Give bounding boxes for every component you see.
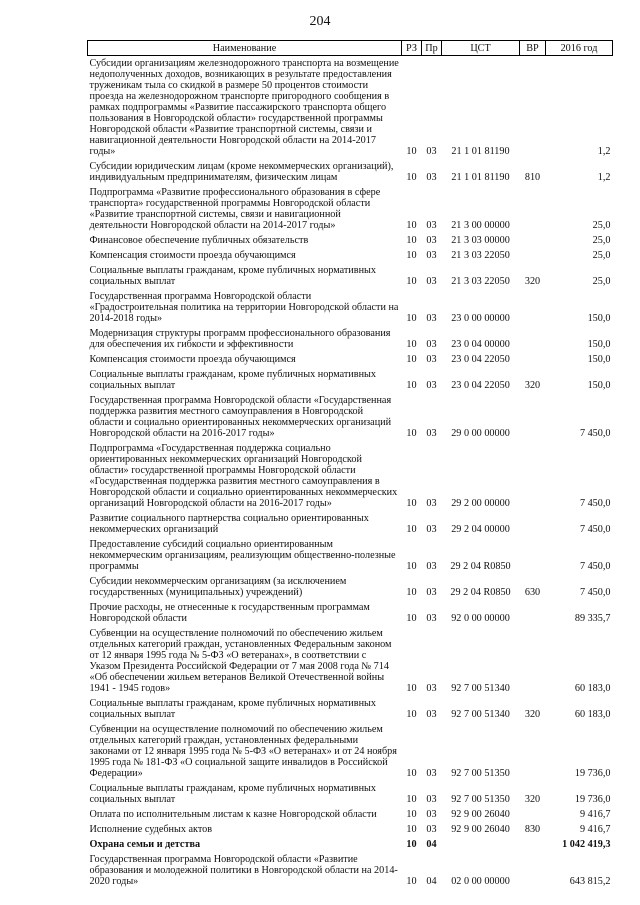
row-pr: 03 <box>426 354 437 365</box>
table-row <box>88 781 613 807</box>
row-name: Компенсация стоимости проезда обучающимся <box>89 354 296 365</box>
row-amount: 60 183,0 <box>574 683 611 694</box>
row-rz: 10 <box>406 824 417 835</box>
row-vr <box>520 807 546 822</box>
row-rz: 10 <box>406 683 417 694</box>
row-name: Субсидии юридическим лицам (кроме некоммерческих организаций), индивидуальным предпринимателям, физическим лицам <box>89 161 394 183</box>
row-rz: 10 <box>406 613 417 624</box>
row-name: Государственная программа Новгородской области «Развитие образования и молодежной политики в Новгородской области на 2014-2020 годы» <box>89 854 398 887</box>
row-cst: 29 0 00 00000 <box>451 428 510 439</box>
row-name: Прочие расходы, не отнесенные к государственным программам Новгородской области <box>89 602 370 624</box>
row-name: Исполнение судебных актов <box>89 824 213 835</box>
row-rz: 10 <box>406 276 417 287</box>
row-vr: 630 <box>524 587 541 598</box>
row-vr <box>520 441 546 511</box>
row-amount: 9 416,7 <box>579 809 611 820</box>
row-cst: 23 0 04 00000 <box>451 339 510 350</box>
row-name: Государственная программа Новгородской области «Градостроительная политика на территории Новгородской области на 2014-2018 годы» <box>89 291 399 324</box>
row-name: Финансовое обеспечение публичных обязательств <box>89 235 309 246</box>
row-amount: 25,0 <box>592 276 611 287</box>
budget-table <box>87 40 613 889</box>
row-vr: 320 <box>524 276 541 287</box>
row-vr: 320 <box>524 380 541 391</box>
table-row <box>88 289 613 326</box>
row-amount: 9 416,7 <box>579 824 611 835</box>
row-cst: 92 7 00 51340 <box>451 709 510 720</box>
table-row <box>88 722 613 781</box>
row-cst: 29 2 04 R0850 <box>450 561 511 572</box>
row-pr: 03 <box>426 613 437 624</box>
row-name: Социальные выплаты гражданам, кроме публичных нормативных социальных выплат <box>89 783 376 805</box>
table-row <box>88 822 613 837</box>
row-vr <box>520 852 546 889</box>
row-cst: 92 0 00 00000 <box>451 613 510 624</box>
row-amount: 25,0 <box>592 220 611 231</box>
row-rz: 10 <box>406 339 417 350</box>
row-name: Развитие социального партнерства социально ориентированных некоммерческих организаций <box>89 513 369 535</box>
row-amount: 25,0 <box>592 235 611 246</box>
row-name: Социальные выплаты гражданам, кроме публичных нормативных социальных выплат <box>89 698 376 720</box>
row-rz: 10 <box>406 354 417 365</box>
row-rz: 10 <box>406 250 417 261</box>
row-pr: 03 <box>426 339 437 350</box>
header-year: 2016 год <box>546 41 613 56</box>
table-row <box>88 696 613 722</box>
row-rz: 10 <box>406 794 417 805</box>
row-pr: 03 <box>426 276 437 287</box>
row-pr: 03 <box>426 172 437 183</box>
row-amount: 1,2 <box>597 146 611 157</box>
row-cst: 92 7 00 51350 <box>451 794 510 805</box>
row-pr: 03 <box>426 794 437 805</box>
table-row <box>88 511 613 537</box>
row-amount: 1 042 419,3 <box>562 839 611 850</box>
row-pr: 04 <box>426 839 437 850</box>
row-name: Социальные выплаты гражданам, кроме публичных нормативных социальных выплат <box>89 369 376 391</box>
table-row <box>88 626 613 696</box>
header-vr: ВР <box>520 41 546 56</box>
row-vr: 830 <box>524 824 541 835</box>
row-pr: 03 <box>426 587 437 598</box>
row-cst: 23 0 04 22050 <box>451 354 510 365</box>
row-pr: 03 <box>426 380 437 391</box>
row-vr <box>520 185 546 233</box>
table-row <box>88 248 613 263</box>
row-pr: 03 <box>426 146 437 157</box>
row-cst: 21 3 00 00000 <box>451 220 510 231</box>
row-rz: 10 <box>406 561 417 572</box>
header-rz: РЗ <box>402 41 422 56</box>
row-pr: 03 <box>426 824 437 835</box>
row-vr <box>520 626 546 696</box>
row-vr <box>520 837 546 852</box>
row-name: Субвенции на осуществление полномочий по обеспечению жильем отдельных категорий граждан, установленных Федеральным законом от 12 января 1995 года № 5-ФЗ «О ветеранах», в соответствии с Указом Президента Российской Федерации от 7 мая 2008 года № 714 «Об обеспечении жильем ветеранов Великой Отечественной войны 1941 - 1945 годов» <box>89 628 392 694</box>
table-row <box>88 185 613 233</box>
row-name: Оплата по исполнительным листам к казне Новгородской области <box>89 809 377 820</box>
table-row <box>88 574 613 600</box>
row-name: Охрана семьи и детства <box>89 839 201 850</box>
row-cst: 29 2 00 00000 <box>451 498 510 509</box>
row-pr: 03 <box>426 683 437 694</box>
row-pr: 04 <box>426 876 437 887</box>
row-rz: 10 <box>406 839 417 850</box>
row-pr: 03 <box>426 250 437 261</box>
row-pr: 03 <box>426 809 437 820</box>
row-rz: 10 <box>406 220 417 231</box>
row-vr <box>520 248 546 263</box>
row-vr <box>520 289 546 326</box>
row-cst: 29 2 04 00000 <box>451 524 510 535</box>
row-pr: 03 <box>426 220 437 231</box>
row-vr <box>520 511 546 537</box>
row-amount: 150,0 <box>587 380 611 391</box>
row-cst: 92 9 00 26040 <box>451 809 510 820</box>
row-rz: 10 <box>406 768 417 779</box>
row-pr: 03 <box>426 428 437 439</box>
row-rz: 10 <box>406 235 417 246</box>
row-name: Субсидии организациям железнодорожного транспорта на возмещение недополученных доходов, возникающих в результате предоставления труженикам тыла со скидкой в размере 50 процентов стоимости проезда на железнодорожном транспорте пригородного сообщения в рамках подпрограммы «Развитие пассажирского транспорта общего пользования в Новгородской области» государственной программы Новгородской области «Развитие транспортной системы, связи и навигационной деятельности Новгородской области на 2014-2017 годы» <box>89 58 399 157</box>
row-vr <box>520 722 546 781</box>
header-pr: Пр <box>422 41 442 56</box>
page-number: 204 <box>309 14 331 29</box>
row-cst: 29 2 04 R0850 <box>450 587 511 598</box>
row-cst: 92 9 00 26040 <box>451 824 510 835</box>
row-vr <box>520 600 546 626</box>
row-amount: 7 450,0 <box>579 498 611 509</box>
row-amount: 60 183,0 <box>574 709 611 720</box>
row-vr: 320 <box>524 794 541 805</box>
row-rz: 10 <box>406 498 417 509</box>
row-pr: 03 <box>426 524 437 535</box>
row-vr <box>520 352 546 367</box>
row-rz: 10 <box>406 146 417 157</box>
row-amount: 25,0 <box>592 250 611 261</box>
row-pr: 03 <box>426 235 437 246</box>
row-name: Государственная программа Новгородской области «Государственная поддержка развития местного самоуправления в Новгородской области и социально ориентированных некоммерческих организаций Новгородской области на 2016-2017 годы» <box>89 395 392 439</box>
row-amount: 150,0 <box>587 354 611 365</box>
row-vr <box>520 326 546 352</box>
row-cst: 21 1 01 81190 <box>451 146 510 157</box>
row-amount: 7 450,0 <box>579 428 611 439</box>
row-amount: 89 335,7 <box>574 613 611 624</box>
row-cst: 23 0 00 00000 <box>451 313 510 324</box>
row-rz: 10 <box>406 524 417 535</box>
row-vr <box>520 537 546 574</box>
row-name: Социальные выплаты гражданам, кроме публичных нормативных социальных выплат <box>89 265 376 287</box>
row-cst: 21 3 03 00000 <box>451 235 510 246</box>
table-row <box>88 367 613 393</box>
row-cst: 92 7 00 51350 <box>451 768 510 779</box>
row-amount: 150,0 <box>587 313 611 324</box>
row-vr: 320 <box>524 709 541 720</box>
table-row <box>88 852 613 889</box>
row-name: Подпрограмма «Государственная поддержка социально ориентированных некоммерческих организаций Новгородской области» государственной программы Новгородской области «Государственная поддержка развития местного самоуправления в Новгородской области и социально ориентированных некоммерческих организаций Новгородской области на 2016-2017 годы» <box>89 443 398 509</box>
row-rz: 10 <box>406 876 417 887</box>
row-amount: 19 736,0 <box>574 794 611 805</box>
row-vr <box>520 233 546 248</box>
table-header-row <box>88 41 613 56</box>
row-rz: 10 <box>406 172 417 183</box>
row-rz: 10 <box>406 587 417 598</box>
row-name: Подпрограмма «Развитие профессионального образования в сфере транспорта» государственной программы Новгородской области «Развитие транспортной системы, связи и навигационной деятельности Новгородской области на 2014-2017 годы» <box>89 187 381 231</box>
table-row <box>88 263 613 289</box>
row-vr: 810 <box>524 172 541 183</box>
table-row <box>88 837 613 852</box>
row-rz: 10 <box>406 809 417 820</box>
row-name: Предоставление субсидий социально ориентированным некоммерческим организациям, реализующим общественно-полезные программы <box>89 539 396 572</box>
row-cst: 92 7 00 51340 <box>451 683 510 694</box>
row-amount: 7 450,0 <box>579 587 611 598</box>
table-row <box>88 159 613 185</box>
table-row <box>88 441 613 511</box>
row-pr: 03 <box>426 768 437 779</box>
row-pr: 03 <box>426 709 437 720</box>
row-vr <box>520 393 546 441</box>
row-cst: 23 0 04 22050 <box>451 380 510 391</box>
table-row <box>88 600 613 626</box>
row-rz: 10 <box>406 428 417 439</box>
table-row <box>88 233 613 248</box>
row-name: Модернизация структуры программ профессионального образования для обеспечения их гибкости и эффективности <box>89 328 391 350</box>
row-amount: 19 736,0 <box>574 768 611 779</box>
row-cst <box>442 837 520 852</box>
table-row <box>88 807 613 822</box>
row-amount: 643 815,2 <box>569 876 611 887</box>
row-amount: 7 450,0 <box>579 524 611 535</box>
row-cst: 21 1 01 81190 <box>451 172 510 183</box>
table-row <box>88 537 613 574</box>
row-cst: 21 3 03 22050 <box>451 250 510 261</box>
row-pr: 03 <box>426 498 437 509</box>
row-amount: 150,0 <box>587 339 611 350</box>
row-name: Субсидии некоммерческим организациям (за исключением государственных (муниципальных) учреждений) <box>89 576 347 598</box>
row-rz: 10 <box>406 380 417 391</box>
row-name: Компенсация стоимости проезда обучающимся <box>89 250 296 261</box>
row-pr: 03 <box>426 313 437 324</box>
row-rz: 10 <box>406 313 417 324</box>
row-cst: 02 0 00 00000 <box>451 876 510 887</box>
row-rz: 10 <box>406 709 417 720</box>
row-name: Субвенции на осуществление полномочий по обеспечению жильем отдельных категорий граждан, установленных федеральными законами от 12 января 1995 года № 5-ФЗ «О ветеранах» и от 24 ноября 1995 года № 181-ФЗ «О социальной защите инвалидов в Российской Федерации» <box>89 724 397 779</box>
row-amount: 7 450,0 <box>579 561 611 572</box>
row-amount: 1,2 <box>597 172 611 183</box>
table-row <box>88 56 613 160</box>
table-row <box>88 393 613 441</box>
row-cst: 21 3 03 22050 <box>451 276 510 287</box>
table-row <box>88 326 613 352</box>
table-row <box>88 352 613 367</box>
row-pr: 03 <box>426 561 437 572</box>
header-name: Наименование <box>88 41 402 56</box>
header-cst: ЦСТ <box>442 41 520 56</box>
row-vr <box>520 56 546 160</box>
